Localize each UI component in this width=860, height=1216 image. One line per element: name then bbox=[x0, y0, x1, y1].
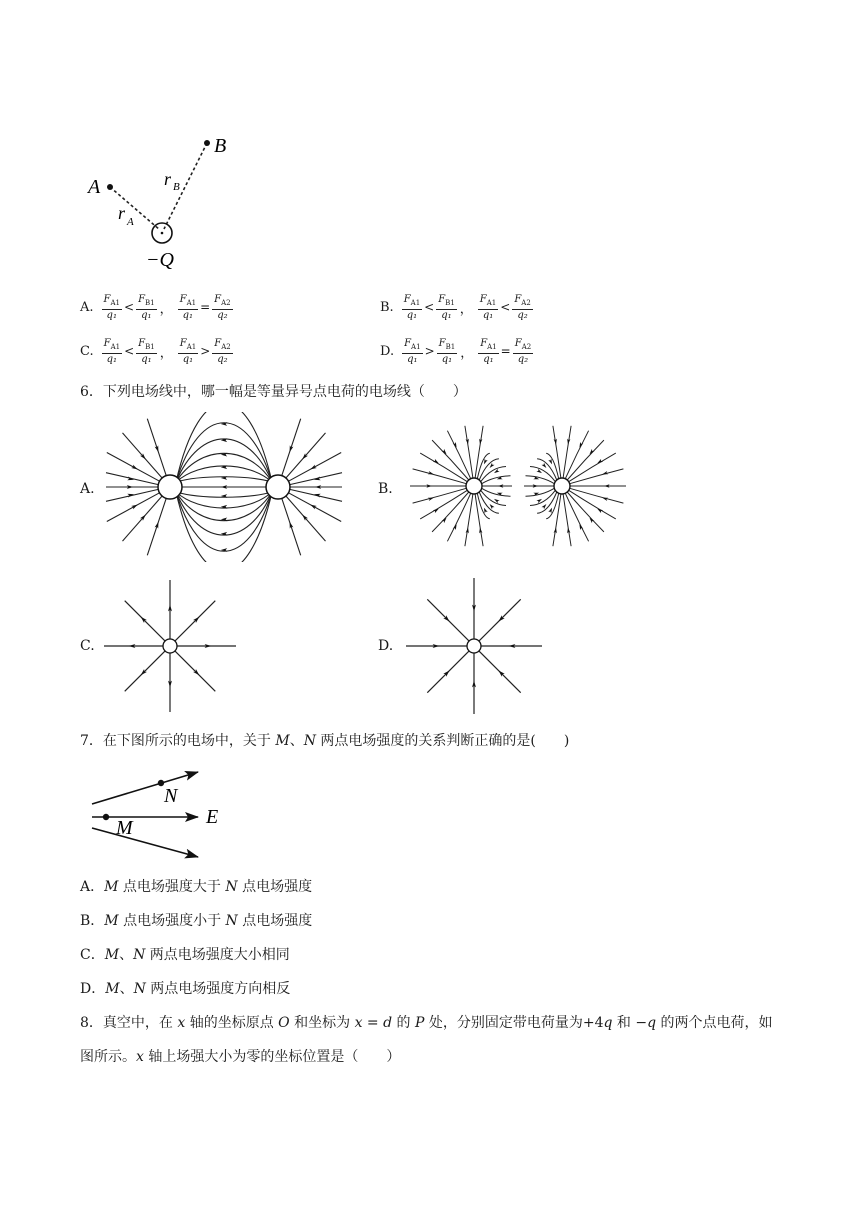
arrowhead bbox=[442, 449, 447, 454]
field-line bbox=[477, 453, 490, 479]
label-n: N bbox=[164, 785, 178, 807]
arrowhead bbox=[542, 504, 547, 509]
q6-stem: 6．下列电场线中，哪一幅是等量异号点电荷的电场线（ ） bbox=[80, 384, 467, 400]
arrowhead bbox=[548, 508, 552, 514]
q7-option-b[interactable]: B．M 点电场强度小于 N 点电场强度 bbox=[80, 913, 313, 929]
q6-option-c-label[interactable]: C. bbox=[80, 638, 95, 654]
q7-option-a[interactable]: A．M 点电场强度大于 N 点电场强度 bbox=[80, 879, 313, 895]
field-line bbox=[546, 453, 559, 479]
field-line-bottom bbox=[92, 828, 198, 857]
label-rb: r bbox=[164, 169, 172, 189]
q6-option-d-label[interactable]: D. bbox=[378, 638, 394, 654]
q6-figure-c[interactable] bbox=[104, 576, 240, 716]
q6-figure-a[interactable] bbox=[104, 412, 344, 562]
field-line bbox=[567, 440, 604, 480]
q8-stem-line1: 8．真空中，在 x 轴的坐标原点 O 和坐标为 x = d 的 P 处，分别固定带电荷量为+4q 和 −q 的两个点电荷，如 bbox=[80, 1015, 773, 1031]
arrowhead bbox=[484, 508, 488, 514]
option-label: A. bbox=[80, 299, 94, 315]
q7-figure bbox=[78, 760, 238, 868]
charge-right bbox=[554, 478, 570, 494]
field-line bbox=[567, 492, 604, 532]
field-line bbox=[176, 492, 272, 535]
arrowhead bbox=[428, 498, 434, 501]
arrowhead bbox=[484, 459, 488, 465]
label-ra: r bbox=[118, 203, 126, 223]
field-line bbox=[563, 494, 571, 546]
q6-option-a-label[interactable]: A. bbox=[80, 481, 95, 497]
field-line bbox=[290, 473, 342, 485]
arrowhead bbox=[428, 471, 434, 474]
q5-option-b[interactable]: B. $\frac{F_{A1}}{\text{q₁}}$ < $\frac{F_{B1}}{\text{q₁}}$ ， $\frac{F_{A1}}{\text{q₁}}$ < $\frac{F_{A2}}{\text{q₂}}$ bbox=[380, 293, 531, 321]
point-a bbox=[107, 184, 113, 190]
q5-figure bbox=[80, 130, 250, 275]
field-line bbox=[125, 651, 165, 691]
q7-option-c[interactable]: C．M、N 两点电场强度大小相同 bbox=[80, 947, 290, 963]
label-rb-sub: B bbox=[173, 181, 180, 193]
field-line bbox=[106, 473, 158, 485]
field-line bbox=[106, 489, 158, 501]
arrowhead bbox=[442, 518, 447, 523]
arrowhead bbox=[131, 505, 138, 510]
charge-left bbox=[466, 478, 482, 494]
option-label: C. bbox=[80, 343, 94, 359]
field-line bbox=[465, 494, 473, 546]
arrowhead bbox=[590, 518, 595, 523]
arrowhead bbox=[602, 498, 608, 501]
field-line bbox=[546, 493, 559, 519]
field-line bbox=[175, 651, 215, 691]
arrowhead bbox=[490, 504, 495, 509]
arrowhead bbox=[131, 465, 138, 470]
label-b: B bbox=[214, 135, 227, 157]
arrowhead bbox=[542, 463, 547, 468]
field-line bbox=[432, 440, 469, 480]
label-m: M bbox=[116, 817, 133, 839]
field-line bbox=[176, 439, 272, 482]
label-a: A bbox=[88, 176, 101, 198]
arrowhead bbox=[310, 505, 317, 510]
q6-figure-b[interactable] bbox=[408, 412, 636, 562]
field-line-top bbox=[92, 772, 198, 804]
field-line bbox=[290, 489, 342, 501]
field-line bbox=[477, 493, 490, 519]
field-line bbox=[482, 488, 511, 496]
field-line bbox=[465, 426, 473, 478]
field-line bbox=[563, 426, 571, 478]
arrowhead bbox=[602, 471, 608, 474]
field-line bbox=[432, 492, 469, 532]
label-e: E bbox=[206, 806, 219, 828]
field-line bbox=[175, 601, 215, 641]
q6-option-b-label[interactable]: B. bbox=[378, 481, 393, 497]
field-line bbox=[526, 476, 555, 484]
field-line bbox=[526, 488, 555, 496]
point-b bbox=[204, 140, 210, 146]
charge bbox=[163, 639, 177, 653]
field-line bbox=[176, 466, 272, 482]
q5-option-a[interactable]: A. $\frac{F_{A1}}{\text{q₁}}$ < $\frac{F_{B1}}{\text{q₁}}$ ， $\frac{F_{A1}}{\text{q₁}}$ = $\frac{F_{A2}}{\text{q₂}}$ bbox=[80, 293, 231, 321]
arrowhead bbox=[548, 459, 552, 465]
field-line bbox=[125, 601, 165, 641]
q7-stem: 7．在下图所示的电场中，关于 M、N 两点电场强度的关系判断正确的是( ) bbox=[80, 733, 570, 749]
arrowhead bbox=[310, 465, 317, 470]
arrowhead bbox=[590, 449, 595, 454]
field-line bbox=[176, 492, 272, 508]
label-ra-sub: A bbox=[127, 216, 134, 228]
arrowhead bbox=[490, 463, 495, 468]
field-line bbox=[147, 419, 166, 476]
charge-right bbox=[266, 475, 290, 499]
q8-stem-line2: 图所示。x 轴上场强大小为零的坐标位置是（ ） bbox=[80, 1049, 401, 1065]
q5-option-d[interactable]: D. $\frac{F_{A1}}{\text{q₁}}$ > $\frac{F_{B1}}{\text{q₁}}$ ， $\frac{F_{A1}}{\text{q₁}}$ = $\frac{F_{A2}}{\text{q₂}}$ bbox=[380, 337, 532, 365]
q6-figure-d[interactable] bbox=[404, 576, 544, 716]
option-label: D. bbox=[380, 343, 395, 359]
charge bbox=[467, 639, 481, 653]
point-m bbox=[103, 814, 109, 820]
field-line bbox=[147, 498, 166, 555]
field-line bbox=[282, 419, 301, 476]
label-q: −Q bbox=[146, 249, 174, 271]
option-label: B. bbox=[380, 299, 394, 315]
q5-option-c[interactable]: C. $\frac{F_{A1}}{\text{q₁}}$ < $\frac{F_{B1}}{\text{q₁}}$ ， $\frac{F_{A1}}{\text{q₁}}$ > $\frac{F_{A2}}{\text{q₂}}$ bbox=[80, 337, 231, 365]
charge-left bbox=[158, 475, 182, 499]
field-line bbox=[282, 498, 301, 555]
q7-option-d[interactable]: D．M、N 两点电场强度方向相反 bbox=[80, 981, 291, 997]
field-line bbox=[482, 476, 511, 484]
